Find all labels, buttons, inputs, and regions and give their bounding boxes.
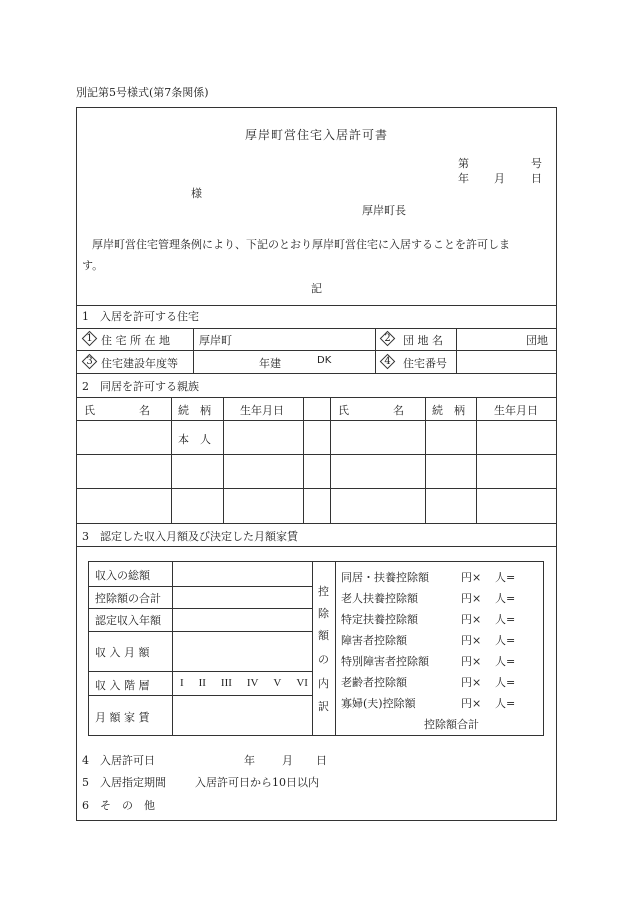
breakdown-char: の: [318, 653, 329, 666]
grid-line: [312, 561, 313, 736]
section6-label: 6 そ の 他: [82, 799, 155, 812]
number-dai: 第: [458, 157, 469, 170]
item1-value: 厚岸町: [199, 334, 232, 347]
section2-heading: 2 同居を許可する親族: [82, 380, 199, 393]
row-total-income-text: 収入の総額: [95, 569, 150, 582]
grid-line: [172, 561, 173, 736]
divider: [76, 488, 557, 489]
ki-label: 記: [311, 282, 322, 295]
col-birth-right: 生年月日: [494, 404, 538, 417]
body-text-line1: 厚岸町営住宅管理条例により、下記のとおり厚岸町営住宅に入居することを許可しま: [92, 238, 510, 251]
item1-label: [101, 332, 189, 348]
col-relation-left: 続 柄: [178, 404, 211, 417]
self-label: 本 人: [178, 433, 211, 446]
number-go: 号: [531, 157, 542, 170]
divider: [76, 523, 557, 524]
form-header: 別記第5号様式(第7条関係): [76, 86, 209, 99]
row-total-income: [95, 567, 167, 583]
deduction-name: 特別障害者控除額: [341, 655, 429, 668]
breakdown-char: 額: [318, 629, 329, 642]
item1-label-text: 住 宅 所 在 地: [101, 334, 170, 347]
deduction-people: 人=: [495, 655, 516, 668]
deduction-people: 人=: [495, 592, 516, 605]
divider: [76, 373, 557, 374]
deduction-people: 人=: [495, 697, 516, 710]
section4-month: 月: [282, 754, 293, 767]
col-name-left: 氏 名: [84, 404, 150, 417]
grid-line: [375, 328, 376, 373]
deduction-yen: 円×: [461, 571, 482, 584]
divider: [88, 608, 312, 609]
grid-line: [476, 397, 477, 523]
grid-line: [223, 397, 224, 523]
grid-line: [193, 328, 194, 373]
deduction-people: 人=: [495, 613, 516, 626]
breakdown-char: 訳: [318, 700, 329, 713]
section1-heading: 1 入居を許可する住宅: [82, 310, 199, 323]
breakdown-char: 控: [318, 585, 329, 598]
row-monthly-rent: 月 額 家 賃: [95, 711, 150, 724]
item1-number: 1: [86, 333, 93, 344]
deduction-name: 寡婦(夫)控除額: [341, 697, 416, 710]
date-year: 年: [458, 172, 469, 185]
issuer: 厚岸町長: [362, 204, 406, 217]
date-day: 日: [531, 172, 542, 185]
item3-year: 年建: [259, 357, 281, 370]
divider: [76, 546, 557, 547]
income-class-list: [180, 677, 308, 689]
row-monthly-income: 収 入 月 額: [95, 646, 150, 659]
deduction-sum: 控除額合計: [424, 718, 479, 731]
grid-line: [303, 397, 304, 523]
item4-number: 4: [384, 356, 391, 367]
deduction-people: 人=: [495, 676, 516, 689]
deduction-name: 老齢者控除額: [341, 676, 407, 689]
divider: [76, 397, 557, 398]
item3-dk: DK: [317, 355, 332, 366]
item2-value: 団地: [526, 334, 548, 347]
divider: [76, 420, 557, 421]
deduction-name: 特定扶養控除額: [341, 613, 418, 626]
row-income-class: 収 入 階 層: [95, 679, 150, 692]
item4-label: 住宅番号: [403, 357, 447, 370]
grid-line: [335, 561, 336, 736]
deduction-yen: 円×: [461, 634, 482, 647]
divider: [88, 586, 312, 587]
income-class-ii: II: [198, 677, 206, 689]
section5-value: 入居許可日から10日以内: [195, 776, 319, 789]
divider: [88, 695, 312, 696]
item3-number: 3: [86, 356, 93, 367]
deduction-people: 人=: [495, 571, 516, 584]
deduction-yen: 円×: [461, 592, 482, 605]
divider: [88, 631, 312, 632]
section4-label: 4 入居許可日: [82, 754, 155, 767]
addressee-sama: 様: [191, 187, 202, 200]
col-relation-right: 続 柄: [432, 404, 465, 417]
section3-heading: 3 認定した収入月額及び決定した月額家賃: [82, 530, 298, 543]
income-class-vi: VI: [296, 677, 308, 689]
deduction-yen: 円×: [461, 655, 482, 668]
divider: [76, 350, 557, 351]
date-month: 月: [494, 172, 505, 185]
divider: [88, 671, 312, 672]
divider: [76, 454, 557, 455]
divider: [76, 328, 557, 329]
grid-line: [425, 397, 426, 523]
deduction-name: 老人扶養控除額: [341, 592, 418, 605]
deduction-yen: 円×: [461, 676, 482, 689]
divider: [76, 305, 557, 306]
deduction-name: 同居・扶養控除額: [341, 571, 429, 584]
deduction-yen: 円×: [461, 697, 482, 710]
col-birth-left: 生年月日: [240, 404, 284, 417]
row-deduction-total: 控除額の合計: [95, 592, 161, 605]
section4-day: 日: [316, 754, 327, 767]
grid-line: [171, 397, 172, 523]
income-class-iii: III: [220, 677, 232, 689]
body-text-line2: す。: [82, 259, 104, 272]
breakdown-char: 内: [318, 677, 329, 690]
grid-line: [330, 397, 331, 523]
income-class-i: I: [180, 677, 184, 689]
section4-year: 年: [244, 754, 255, 767]
item2-number: 2: [384, 333, 391, 344]
item2-label: 団 地 名: [403, 334, 443, 347]
deduction-name: 障害者控除額: [341, 634, 407, 647]
deduction-people: 人=: [495, 634, 516, 647]
income-class-iv: IV: [246, 677, 259, 689]
item3-label: 住宅建設年度等: [101, 357, 178, 370]
income-class-v: V: [273, 677, 282, 689]
col-name-right: 氏 名: [338, 404, 404, 417]
breakdown-char: 除: [318, 607, 329, 620]
grid-line: [456, 328, 457, 373]
deduction-yen: 円×: [461, 613, 482, 626]
document-title: 厚岸町営住宅入居許可書: [244, 128, 388, 142]
row-annual-income: 認定収入年額: [95, 614, 161, 627]
section5-label: 5 入居指定期間: [82, 776, 166, 789]
